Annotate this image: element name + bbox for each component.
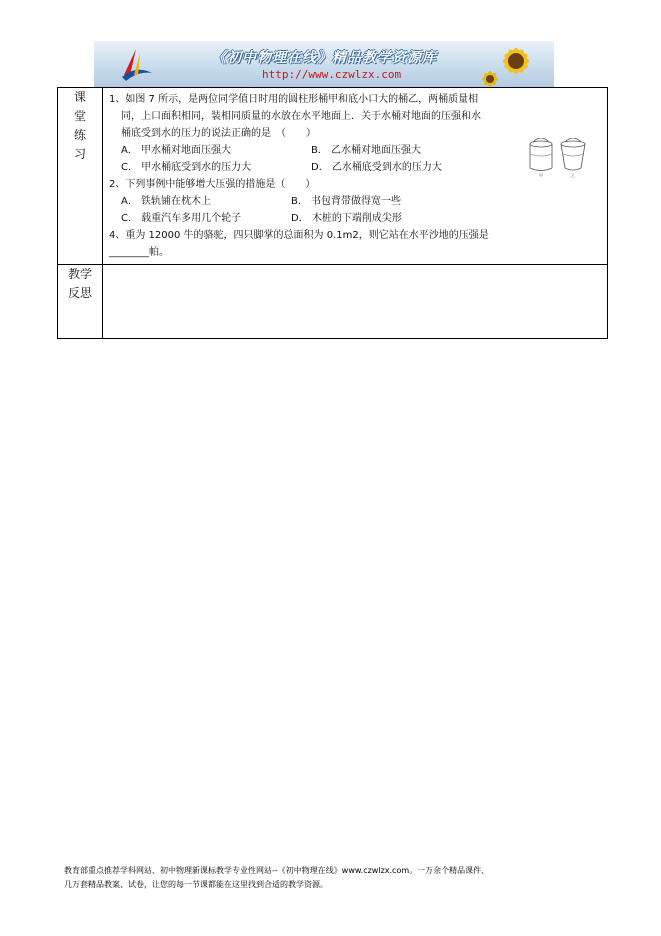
- practice-label: 课 堂 练 习: [58, 88, 103, 265]
- q1-line2: 同，上口面积相同，装相同质量的水放在水平地面上．关于水桶对地面的压强和水: [121, 111, 481, 122]
- svg-text:乙: 乙: [571, 173, 575, 178]
- q2-option-a: A． 铁轨铺在枕木上: [121, 196, 212, 207]
- q1-option-c: C． 甲水桶底受到水的压力大: [121, 162, 252, 173]
- buckets-figure-icon: [525, 138, 593, 178]
- q1-option-d: D． 乙水桶底受到水的压力大: [311, 162, 442, 173]
- q2-option-b: B． 书包背带做得宽一些: [291, 196, 402, 207]
- reflection-label: 教学 反思: [58, 265, 103, 339]
- q2-option-d: D． 木桩的下端削成尖形: [291, 213, 402, 224]
- q4-line1: 4、重为 12000 牛的骆驼，四只脚掌的总面积为 0.1m2，则它站在水平沙地的压强是: [109, 230, 489, 241]
- q1-option-a: A． 甲水桶对地面压强大: [121, 145, 232, 156]
- reflection-content[interactable]: [103, 265, 608, 339]
- banner-url[interactable]: http://www.czwlzx.com: [262, 68, 402, 81]
- svg-text:甲: 甲: [539, 173, 543, 178]
- q1-line3: 桶底受到水的压力的说法正确的是 （ ）: [121, 128, 316, 139]
- lesson-table: [57, 87, 608, 339]
- footer-line2: 几万套精品教案、试卷，让您的每一节课都能在这里找到合适的教学资源。: [64, 880, 328, 889]
- q4-line2: ________帕。: [109, 247, 169, 258]
- sunflower-icon: [480, 41, 550, 87]
- q2-line1: 2、下列事例中能够增大压强的措施是（ ）: [109, 179, 316, 190]
- footer-line1: 教育部重点推荐学科网站、初中物理新课标教学专业性网站--《初中物理在线》www.czwlzx.com。一万余个精品课件、: [64, 866, 490, 875]
- practice-content: [103, 88, 608, 265]
- page-footer: [64, 864, 624, 892]
- q2-option-c: C． 载重汽车多用几个轮子: [121, 213, 242, 224]
- banner-title: 《初中物理在线》精品教学资源库: [212, 50, 437, 66]
- q1-option-b: B． 乙水桶对地面压强大: [311, 145, 422, 156]
- q1-line1: 1、如图 7 所示，是两位同学值日时用的圆柱形桶甲和底小口大的桶乙，两桶质量相: [109, 94, 479, 105]
- logo-icon: [116, 47, 156, 83]
- header-banner: [94, 41, 554, 87]
